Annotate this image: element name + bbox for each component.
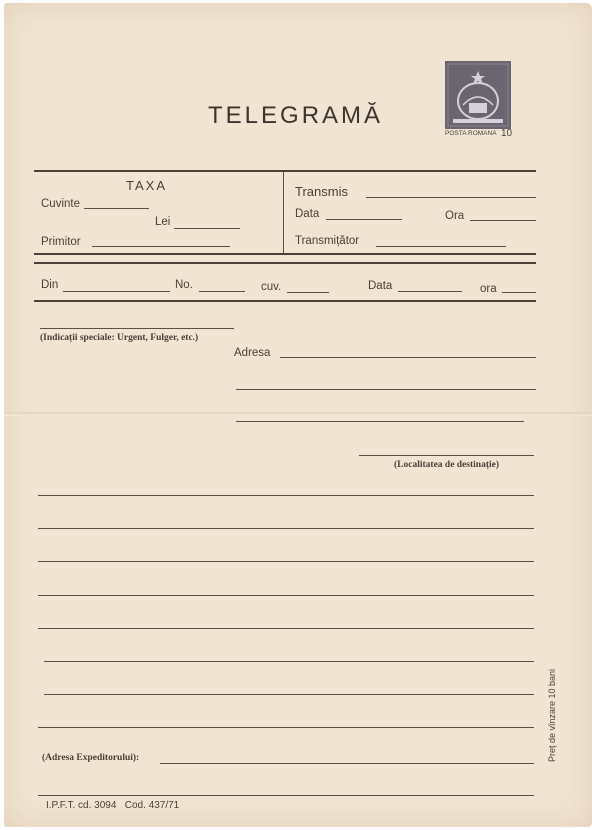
form-title: TELEGRAMĂ [208,102,384,129]
row-data-field[interactable] [398,291,462,292]
header-rule-2 [34,262,536,264]
adresa-line-3[interactable] [236,421,524,422]
transmis-field[interactable] [366,197,536,198]
paper-fold [4,412,592,416]
adresa-label: Adresa [234,347,271,359]
top-rule [34,170,536,172]
message-line-5[interactable] [38,628,534,629]
cuvinte-field[interactable] [84,208,149,209]
cuvinte-label: Cuvinte [41,198,80,210]
din-label: Din [41,279,59,291]
transmitator-label: Transmițător [295,235,360,247]
transmis-ora-label: Ora [445,210,465,222]
message-line-8[interactable] [38,727,534,728]
expeditor-field[interactable] [160,763,534,764]
din-field[interactable] [63,291,170,292]
primitor-field[interactable] [92,246,230,247]
cuv-field[interactable] [287,292,329,293]
expeditor-line-2[interactable] [38,795,534,796]
expeditor-label: (Adresa Expeditorului): [42,753,140,763]
indicatii-field[interactable] [40,328,234,329]
adresa-line-1[interactable] [280,357,536,358]
message-line-1[interactable] [38,495,534,496]
section-divider [283,172,284,254]
message-line-4[interactable] [38,595,534,596]
no-field[interactable] [199,291,245,292]
postage-stamp [445,61,511,143]
footer-code: I.P.F.T. cd. 3094 Cod. 437/71 [46,800,180,811]
primitor-label: Primitor [41,236,81,248]
row-rule [34,300,536,302]
transmis-ora-field[interactable] [470,220,536,221]
cuv-label: cuv. [261,281,282,293]
message-line-3[interactable] [38,561,534,562]
taxa-heading: TAXA [126,178,167,193]
header-rule-1 [34,253,536,255]
message-line-7[interactable] [44,694,534,695]
lei-field[interactable] [174,228,240,229]
row-ora-label: ora [480,283,497,295]
transmis-heading: Transmis [295,184,348,199]
stamp-value: 10 [501,128,513,139]
transmitator-field[interactable] [376,246,506,247]
localitatea-label: (Localitatea de destinație) [394,460,500,470]
lei-label: Lei [155,216,171,228]
transmis-data-field[interactable] [326,219,402,220]
message-line-6[interactable] [44,661,534,662]
message-line-2[interactable] [38,528,534,529]
adresa-line-2[interactable] [236,389,536,390]
stamp-label: POSTA ROMANA [445,130,497,137]
localitatea-field[interactable] [359,455,534,456]
price-note: Preț de vînzare 10 bani [547,668,557,762]
row-data-label: Data [368,280,393,292]
transmis-data-label: Data [295,208,320,220]
row-ora-field[interactable] [502,292,536,293]
no-label: No. [175,279,193,291]
indicatii-label: (Indicații speciale: Urgent, Fulger, etc.) [40,333,199,343]
